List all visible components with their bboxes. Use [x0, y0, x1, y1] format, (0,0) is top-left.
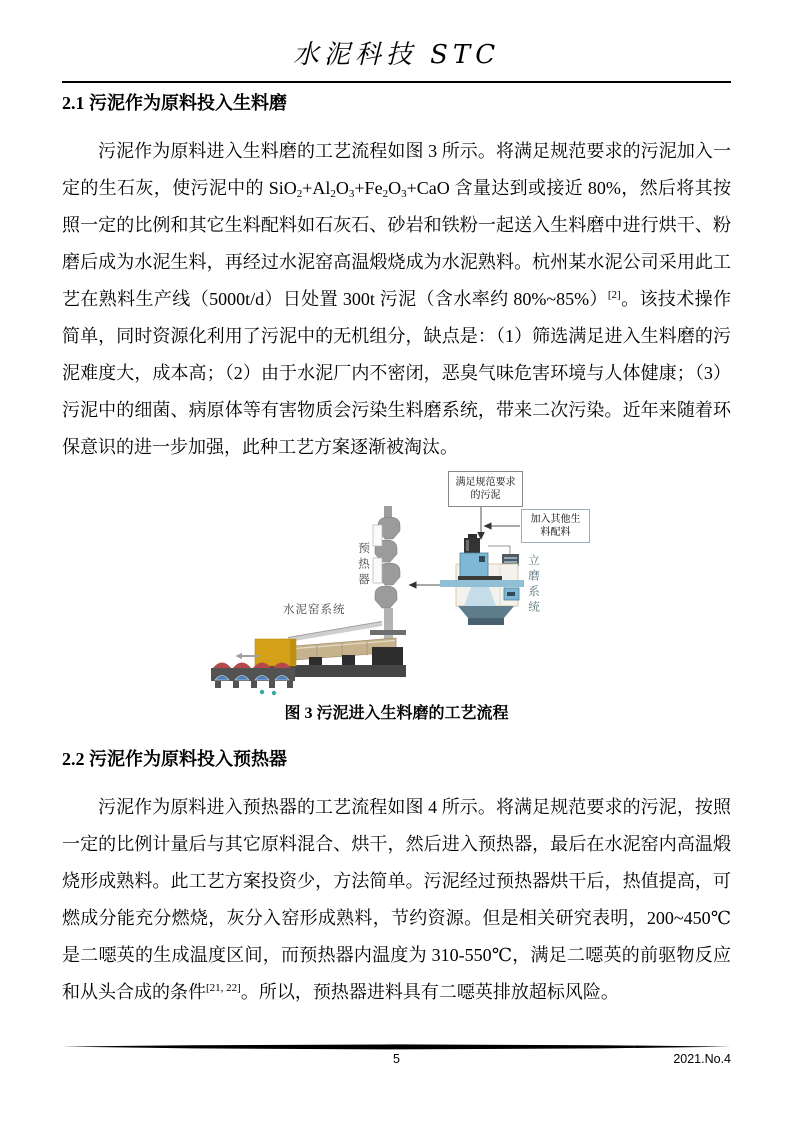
mill-table: [440, 580, 524, 587]
paragraph-2-1: 污泥作为原料进入生料磨的工艺流程如图 3 所示。将满足规范要求的污泥加入一定的生石灰，使污泥中的 $SiO_2+Al_2O_3+Fe_2O_3+CaO$ 含量达到或接近 80%，然后将其按照一定的比例和其它生料配料如石灰石、砂岩和铁粉一起送入生料磨中进行烘干、粉磨后成为水泥生料，再经过水泥窑高温煅烧成为水泥熟料。杭州某水泥公司采用此工艺在熟料生产线（5000t/d）日处置 300t 污泥（含水率约 80%~85%）[2]。该技术操作简单，同时资源化利用了污泥中的无机组分，缺点是：（1）筛选满足进入生料磨的污泥难度大，成本高；（2）由于水泥厂内不密闭，恶臭气味危害环境与人体健康；（3）污泥中的细菌、病原体等有害物质会污染生料磨系统，带来二次污染。近年来随着环保意识的进一步加强，此种工艺方案逐渐被淘汰。: [62, 141, 731, 457]
header-rule: [62, 81, 731, 83]
paragraph-2-2: 污泥作为原料进入预热器的工艺流程如图 4 所示。将满足规范要求的污泥，按照一定的比例计量后与其它原料混合、烘干，然后进入预热器，最后在水泥窑内高温煅烧形成熟料。此工艺方案投资少，方法简单。污泥经过预热器烘干后，热值提高，可燃成分能充分燃烧，灰分入窑形成熟料，节约资源。但是相关研究表明，200~450℃是二噁英的生成温度区间，而预热器内温度为 310-550℃，满足二噁英的前驱物反应和从头合成的条件[21, 22]。所以，预热器进料具有二噁英排放超标风险。: [62, 797, 731, 1002]
preheater-tower: [370, 506, 406, 650]
kiln-hood: [255, 639, 296, 666]
footer-issue: 2021.No.4: [673, 1052, 731, 1066]
vertical-mill: [440, 534, 524, 625]
journal-title: 水泥科技 STC: [292, 40, 501, 70]
preheater-label: 预热器: [357, 542, 369, 589]
figure-3-diagram: [62, 468, 731, 700]
figure-3-caption: 图 3 污泥进入生料磨的工艺流程: [284, 705, 509, 722]
footer-rule: [62, 1044, 731, 1050]
section-heading-2-2: 2.2 污泥作为原料投入预热器: [62, 749, 287, 769]
mill-system-label: 立磨系统: [527, 554, 539, 616]
sludge-requirement-box: 满足规范要求的污泥: [448, 471, 523, 507]
section-heading-2-1: 2.1 污泥作为原料投入生料磨: [62, 93, 287, 113]
other-ingredients-box: 加入其他生料配料: [521, 509, 590, 543]
clinker-cooler: [211, 663, 295, 696]
figure-3: [62, 468, 731, 700]
kiln-system-label: 水泥窑系统: [283, 604, 346, 616]
page-footer: [62, 1044, 731, 1066]
journal-header: [62, 34, 731, 71]
page-content: [62, 34, 731, 1011]
cyclone: [375, 586, 397, 608]
footer-page-number: 5: [393, 1052, 400, 1066]
